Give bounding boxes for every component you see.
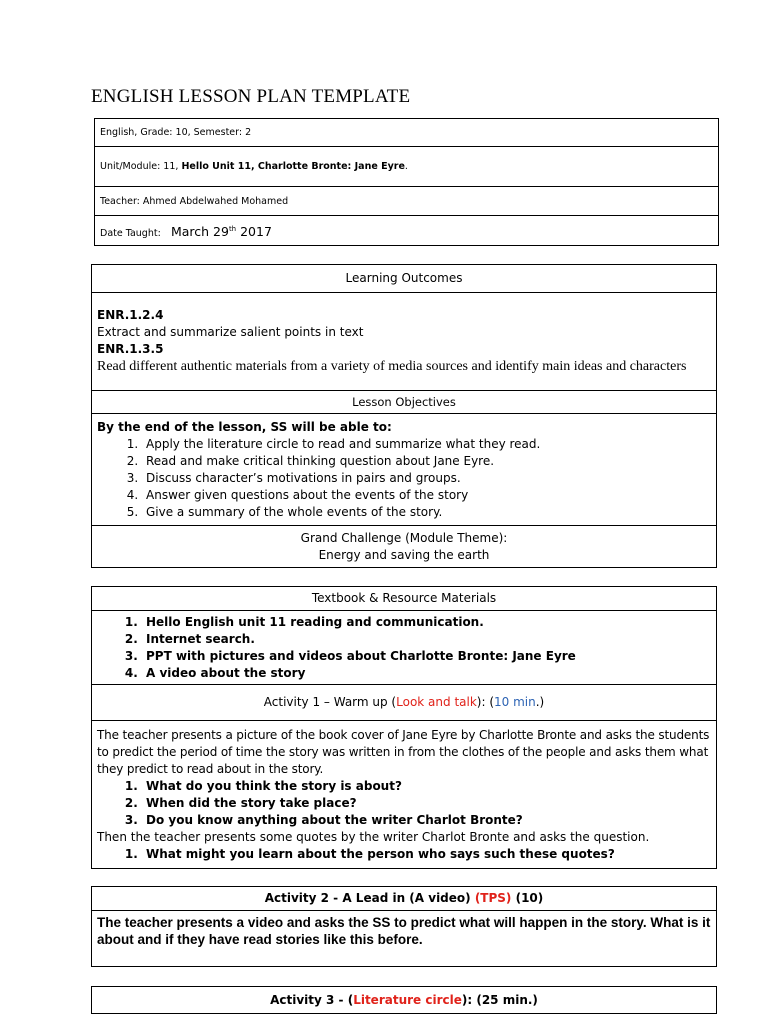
question-item: 1. What might you learn about the person who says such these quotes? (142, 846, 711, 863)
question-item: 2. When did the story take place? (142, 795, 711, 812)
outcomes-heading: Learning Outcomes (92, 265, 717, 293)
activity2-type: (TPS) (474, 891, 512, 905)
grand-challenge-label: Grand Challenge (Module Theme): (300, 530, 508, 545)
page-title: ENGLISH LESSON PLAN TEMPLATE (91, 86, 411, 107)
objectives-list (97, 436, 711, 521)
objectives-body (92, 414, 717, 526)
header-table (94, 118, 719, 246)
activity1-body (92, 721, 717, 869)
activity3-heading: Activity 3 - (Literature circle): (25 min.) (92, 987, 717, 1014)
resource-item: 2. Internet search. (142, 631, 711, 648)
objective-item: 4. Answer given questions about the events of the story (142, 487, 711, 504)
question-item: 3. Do you know anything about the writer Charlot Bronte? (142, 812, 711, 829)
unit-suffix: . (404, 161, 408, 172)
activity3-table (91, 986, 717, 1014)
outcome-text-1: Extract and summarize salient points in text (97, 325, 364, 339)
resource-item: 1. Hello English unit 11 reading and communication. (142, 614, 711, 631)
objective-item: 1. Apply the literature circle to read and summarize what they read. (142, 436, 711, 453)
activity2-body: The teacher presents a video and asks the SS to predict what will happen in the story. What is it about and if they have read stories like this before. (92, 911, 717, 967)
activity1-type: Look and talk (396, 695, 477, 709)
objectives-heading: Lesson Objectives (92, 391, 717, 414)
activity1-paragraph: The teacher presents a picture of the book cover of Jane Eyre by Charlotte Bronte and asks the students to predict the period of time the story was written in from the clothes of the people and asks them what they predict to read about in the story. (97, 727, 710, 776)
activity1-heading: Activity 1 – Warm up (Look and talk): (10 min.) (92, 685, 717, 721)
outcome-code-2: ENR.1.3.5 (97, 342, 164, 356)
activity1-paragraph-2: Then the teacher presents some quotes by the writer Charlot Bronte and asks the question. (97, 829, 650, 844)
objective-item: 2. Read and make critical thinking question about Jane Eyre. (142, 453, 711, 470)
outcome-text-2: Read different authentic materials from a variety of media sources and identify main ideas and characters (97, 359, 687, 374)
activity1-questions-2 (97, 846, 711, 863)
objective-item: 3. Discuss character’s motivations in pairs and groups. (142, 470, 711, 487)
unit-prefix: Unit/Module: 11, (100, 161, 182, 172)
activity3-type: Literature circle (353, 992, 462, 1007)
resources-table (91, 586, 717, 869)
objectives-intro: By the end of the lesson, SS will be able to: (97, 419, 392, 434)
grand-challenge (92, 526, 717, 568)
grand-challenge-value: Energy and saving the earth (318, 547, 490, 562)
unit-info (95, 147, 719, 187)
resources-body (92, 611, 717, 685)
outcomes-body (92, 293, 717, 391)
activity1-duration: 10 min (494, 695, 536, 709)
resources-list (97, 614, 711, 682)
resource-item: 3. PPT with pictures and videos about Charlotte Bronte: Jane Eyre (142, 648, 711, 665)
activity2-heading: Activity 2 - A Lead in (A video) (TPS) (10) (92, 887, 717, 911)
outcomes-table (91, 264, 717, 568)
activity2-table (91, 886, 717, 967)
date-info (95, 216, 719, 246)
unit-title: Hello Unit 11, Charlotte Bronte: Jane Eyre (181, 161, 405, 172)
resources-heading: Textbook & Resource Materials (92, 587, 717, 611)
resource-item: 4. A video about the story (142, 665, 711, 682)
outcome-code-1: ENR.1.2.4 (97, 308, 164, 322)
teacher-info: Teacher: Ahmed Abdelwahed Mohamed (95, 187, 719, 216)
question-item: 1. What do you think the story is about? (142, 778, 711, 795)
date-label: Date Taught: (100, 228, 161, 239)
course-info: English, Grade: 10, Semester: 2 (95, 119, 719, 147)
date-value: March 29th 2017 (170, 224, 272, 239)
objective-item: 5. Give a summary of the whole events of the story. (142, 504, 711, 521)
activity1-questions (97, 778, 711, 829)
